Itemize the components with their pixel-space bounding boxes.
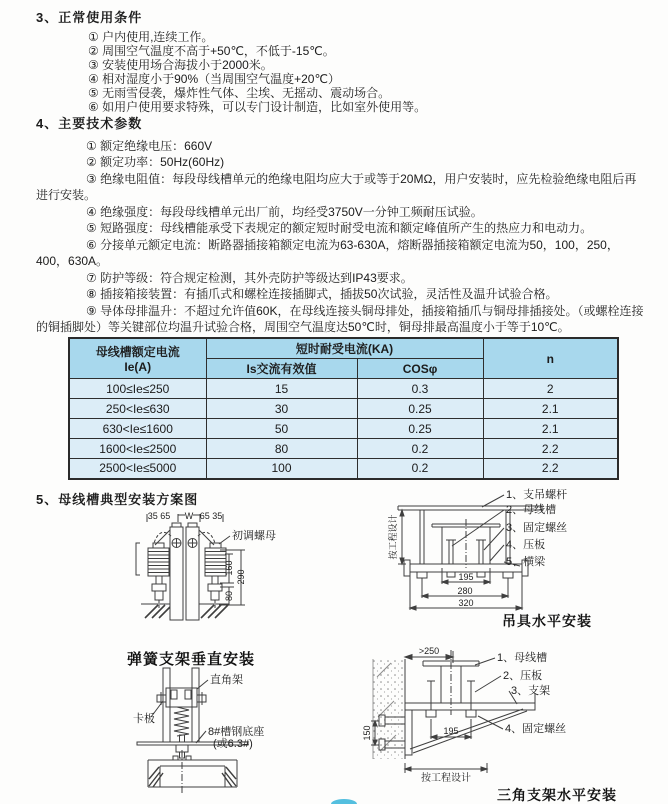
section5-title: 5、母线槽典型安装方案图 [36,492,199,507]
condition-item-5: ⑤ 无雨雪侵袭，爆炸性气体、尘埃、无摇动、震动场合。 [88,85,391,100]
rated-current-table [68,337,619,480]
parameter-item-9: ⑨ 导体母排温升：不超过允许值60K，在母线连接头铜母排处，插接箱插爪与铜母排插接处。（或螺栓连接的铜插脚处）等关键部位均温升试验合格，周围空气温度达50℃时，铜母排最高温度小于等于10℃。 [36,303,644,334]
section-main-parameters [36,113,646,335]
cell-cos: 0.2 [357,459,483,479]
dim-290: 290 [236,569,246,585]
cell-range: 250<Ie≤630 [69,399,206,419]
diagram-spring-base [85,666,365,804]
label-channel-base-alt: (或6.3#) [213,738,253,750]
cell-is: 100 [206,459,357,479]
table-row [69,399,618,419]
cell-is: 80 [206,439,357,459]
cell-is: 50 [206,419,357,439]
label-adjust-nut: 初调螺母 [232,530,276,542]
label-busway: 1、母线槽 [497,652,548,664]
label-pressure-plate: 2、压板 [503,670,543,682]
cell-n: 2.2 [483,439,618,459]
label-clamp-plate: 卡板 [133,713,155,725]
cell-n: 2 [483,379,618,399]
label-hanger-rod: 1、支吊螺杆 [506,489,568,501]
condition-item-2: ② 周围空气温度不高于+50℃，不低于-15℃。 [88,43,335,58]
label-cross-beam: 5、横梁 [506,556,546,568]
dim-195: 195 [443,726,459,736]
condition-item-3: ③ 安装使用场合海拔小于2000米。 [88,57,273,72]
cell-cos: 0.3 [357,379,483,399]
parameter-item-1: ① 额定绝缘电压：660V [86,139,213,153]
cell-range: 630<Ie≤1600 [69,419,206,439]
parameter-item-4: ④ 绝缘强度：每段母线槽单元出厂前，均经受3750V一分钟工频耐压试验。 [86,204,483,219]
dim-150: 150 [362,725,372,741]
cell-is: 15 [206,379,357,399]
parameter-item-8: ⑧ 插接箱接装置：有插爪式和螺栓连接插脚式，插拔50次试验，灵活性及温升试验合格。 [86,287,558,302]
cell-n: 2.1 [483,419,618,439]
caption-triangle-bracket: 三角支架水平安装 [497,787,617,803]
caption-hanger-horizontal: 吊具水平安装 [502,613,592,629]
section4-title: 4、主要技术参数 [36,116,143,131]
table-header-cos: COSφ [357,359,483,379]
table-row [69,459,618,479]
parameter-item-3: ③ 绝缘电阻值：每段母线槽单元的绝缘电阻均应大于或等于20MΩ，用户安装时，应先检验绝缘电阻后再进行安装。 [36,171,637,203]
caption-spring-vertical: 弹簧支架垂直安装 [127,651,256,668]
parameter-item-7: ⑦ 防护等级：符合规定检测，其外壳防护等级达到IP43要求。 [86,270,413,285]
table-header-rated-current [69,338,206,379]
parameter-item-2: ② 额定功率：50Hz(60Hz) [86,155,225,170]
section-normal-use-conditions [36,7,644,114]
cell-range: 2500<Ie≤5000 [69,459,206,479]
dim-280: 280 [457,586,473,596]
parameter-item-5: ⑤ 短路强度：母线槽能承受下表规定的额定短时耐受电流和额定峰值所产生的热应力和电动力。 [86,221,593,236]
section3-title: 3、正常使用条件 [36,10,143,25]
parameter-item-6: ⑥ 分接单元额定电流：断路器插接箱额定电流为63-630A，熔断器插接箱额定电流为50，100，250，400，630A。 [36,237,619,269]
table-header-is: Is交流有效值 [206,359,357,379]
cell-cos: 0.25 [357,419,483,439]
dim-160: 160 [224,560,234,576]
cell-range: 100≤Ie≤250 [69,379,206,399]
label-right-angle-bracket: 直角架 [210,674,243,686]
condition-item-1: ① 户内使用,连续工作。 [88,30,214,44]
diagram-spring-hanger-vertical [95,506,365,648]
label-fixing-screw: 4、固定螺丝 [505,723,567,735]
cell-cos: 0.25 [357,399,483,419]
cell-n: 2.2 [483,459,618,479]
diagram-triangle-bracket [362,645,665,785]
label-fixing-screw: 3、固定螺丝 [506,522,568,534]
table-header-withstand-group: 短时耐受电流(KA) [206,338,483,359]
dim-35-65-left: 35 65 [147,511,171,521]
dim-195: 195 [458,572,474,582]
dim-80: 80 [224,590,234,602]
header-col1-line2: Ie(A) [124,360,152,374]
table-row [69,379,618,399]
dim-65-35-right: 65 35 [199,511,223,521]
cell-cos: 0.2 [357,439,483,459]
label-pressure-plate: 4、压板 [506,539,546,551]
dim-gt-250: >250 [418,646,440,656]
dim-per-engineering-design: 按工程设计 [421,773,471,784]
dim-per-engineering-design: 按工程设计 [388,514,398,560]
label-channel-base: 8#槽钢底座 [208,726,265,738]
table-row [69,439,618,459]
cell-is: 30 [206,399,357,419]
page-accent-dot [331,799,357,804]
label-busway: 2、母线槽 [506,504,557,516]
cell-range: 1600<Ie≤2500 [69,439,206,459]
condition-item-4: ④ 相对湿度小于90%（当周围空气温度+20℃） [88,71,340,86]
cell-n: 2.1 [483,399,618,419]
dim-320: 320 [458,598,474,608]
diagram-hanger-horizontal [370,486,668,612]
dim-w: W [184,511,194,521]
wall-hatch [373,659,405,759]
condition-item-6: ⑥ 如用户使用要求特殊，可以专门设计制造，比如室外使用等。 [88,99,427,114]
header-col1-line1: 母线槽额定电流 [95,345,180,359]
table-row [69,419,618,439]
label-bracket: 3、支架 [511,685,551,697]
table-header-n: n [483,338,618,379]
